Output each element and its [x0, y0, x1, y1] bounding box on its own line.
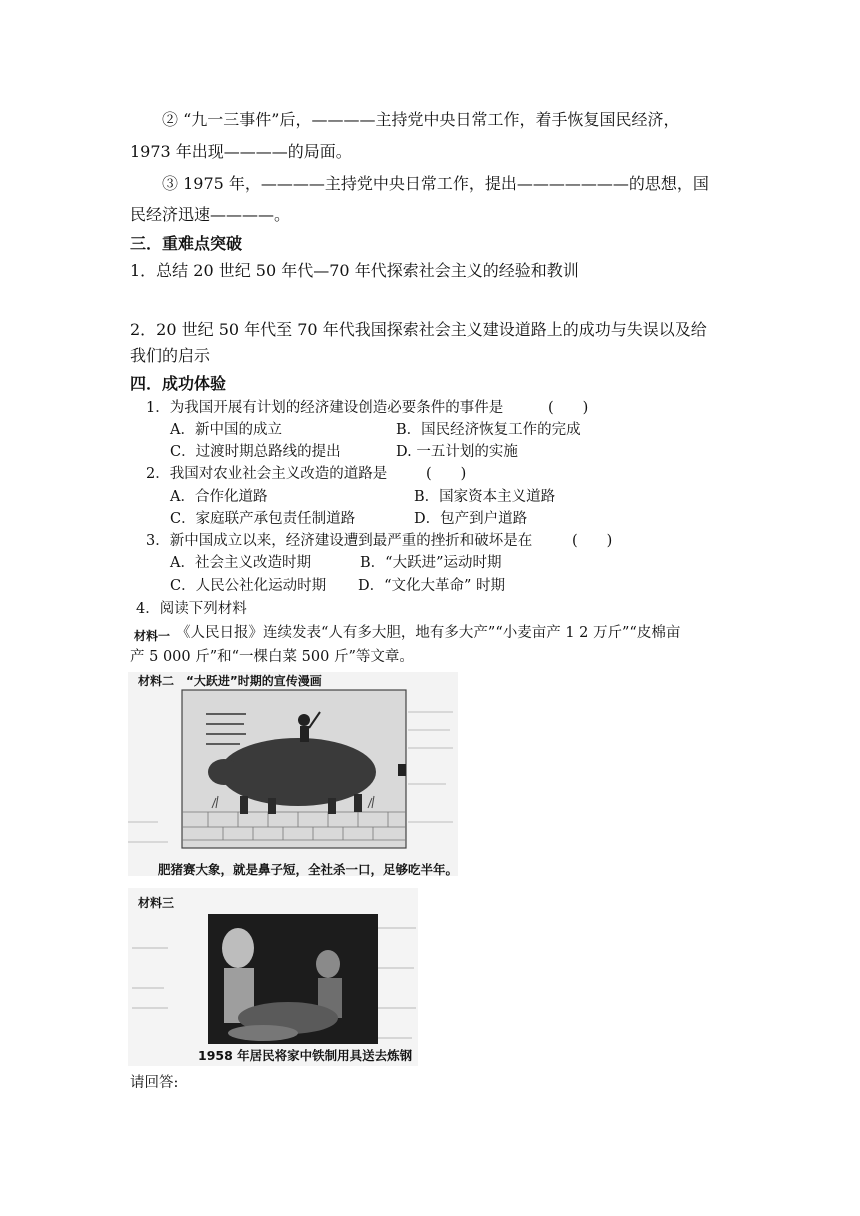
material-3-caption: 1958 年居民将家中铁制用具送去炼钢: [198, 1048, 413, 1063]
material-2-figure: [128, 672, 458, 876]
question-3-option-d: D．“文化大革命” 时期: [358, 578, 506, 594]
section-4-heading: 四．成功体验: [130, 374, 227, 393]
steel-smelting-photo-image: [128, 888, 418, 1066]
question-1-stem: 1．为我国开展有计划的经济建设创造必要条件的事件是: [146, 400, 504, 416]
question-3-option-a: A．社会主义改造时期: [170, 555, 311, 571]
question-1-option-a: A．新中国的成立: [170, 422, 282, 438]
propaganda-cartoon-image: [128, 672, 458, 876]
question-3-option-c: C．人民公社化运动时期: [170, 578, 327, 594]
material-2-caption: 肥猪赛大象，就是鼻子短，全社杀一口，足够吃半年。: [158, 862, 459, 877]
question-2-option-a: A．合作化道路: [170, 489, 268, 505]
material-2-header: 材料二 “大跃进”时期的宣传漫画: [138, 674, 322, 688]
question-1-option-d: D. 一五计划的实施: [396, 444, 518, 460]
item-3-line-2: 民经济迅速————。: [130, 205, 291, 224]
question-1-option-b: B．国民经济恢复工作的完成: [396, 422, 581, 438]
section-3-question-2-line-1: 2．20 世纪 50 年代至 70 年代我国探索社会主义建设道路上的成功与失误以及给: [130, 320, 707, 339]
item-3-line-1: ③ 1975 年，————主持党中央日常工作，提出———————的思想，国: [162, 174, 709, 193]
question-3-option-b: B．“大跃进”运动时期: [360, 555, 502, 571]
material-3-figure: [128, 888, 418, 1066]
question-3-answer-blank: ( ): [572, 533, 613, 549]
section-3-question-2-line-2: 我们的启示: [130, 346, 211, 365]
question-2-option-d: D．包产到户道路: [414, 511, 528, 527]
item-2-line-1: ② “九一三事件”后，————主持党中央日常工作，着手恢复国民经济，: [162, 110, 680, 129]
item-2-line-2: 1973 年出现————的局面。: [130, 142, 352, 161]
material-1-line-1: 《人民日报》连续发表“人有多大胆，地有多大产”“小麦亩产 1 2 万斤”“皮棉亩: [176, 625, 681, 641]
question-3-stem: 3．新中国成立以来，经济建设遭到最严重的挫折和破坏是在: [146, 533, 533, 549]
question-2-option-b: B．国家资本主义道路: [414, 489, 556, 505]
section-3-heading: 三．重难点突破: [130, 234, 243, 253]
question-1-option-c: C．过渡时期总路线的提出: [170, 444, 341, 460]
material-1-label: 材料一: [134, 629, 171, 643]
question-1-answer-blank: ( ): [548, 400, 589, 416]
question-4-stem: 4．阅读下列材料: [136, 601, 247, 617]
material-1-line-2: 产 5 000 斤”和“一棵白菜 500 斤”等文章。: [130, 649, 414, 665]
answer-prompt: 请回答:: [130, 1075, 179, 1091]
material-3-header: 材料三: [138, 896, 175, 910]
question-2-answer-blank: ( ): [426, 466, 467, 482]
question-2-option-c: C．家庭联产承包责任制道路: [170, 511, 356, 527]
section-3-question-1: 1．总结 20 世纪 50 年代—70 年代探索社会主义的经验和教训: [130, 261, 579, 280]
question-2-stem: 2．我国对农业社会主义改造的道路是: [146, 466, 388, 482]
